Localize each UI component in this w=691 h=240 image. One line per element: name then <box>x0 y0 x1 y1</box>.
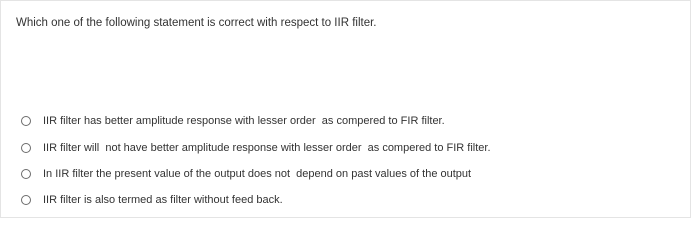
question-text: Which one of the following statement is correct with respect to IIR filter. <box>16 17 377 29</box>
option-label: In IIR filter the present value of the output does not depend on past values of the output <box>43 168 472 180</box>
radio-button[interactable] <box>21 116 31 126</box>
option-1[interactable] <box>21 108 491 134</box>
radio-button[interactable] <box>21 143 31 153</box>
option-3[interactable] <box>21 161 491 187</box>
radio-button[interactable] <box>21 195 31 205</box>
option-label: IIR filter will not have better amplitude response with lesser order as compered to FIR filter. <box>43 141 491 154</box>
option-4[interactable] <box>21 187 491 213</box>
radio-button[interactable] <box>21 169 31 179</box>
option-2[interactable] <box>21 134 491 161</box>
answer-options <box>21 108 491 213</box>
option-label: IIR filter is also termed as filter without feed back. <box>43 194 283 206</box>
option-label: IIR filter has better amplitude response with lesser order as compered to FIR filter. <box>43 115 445 127</box>
